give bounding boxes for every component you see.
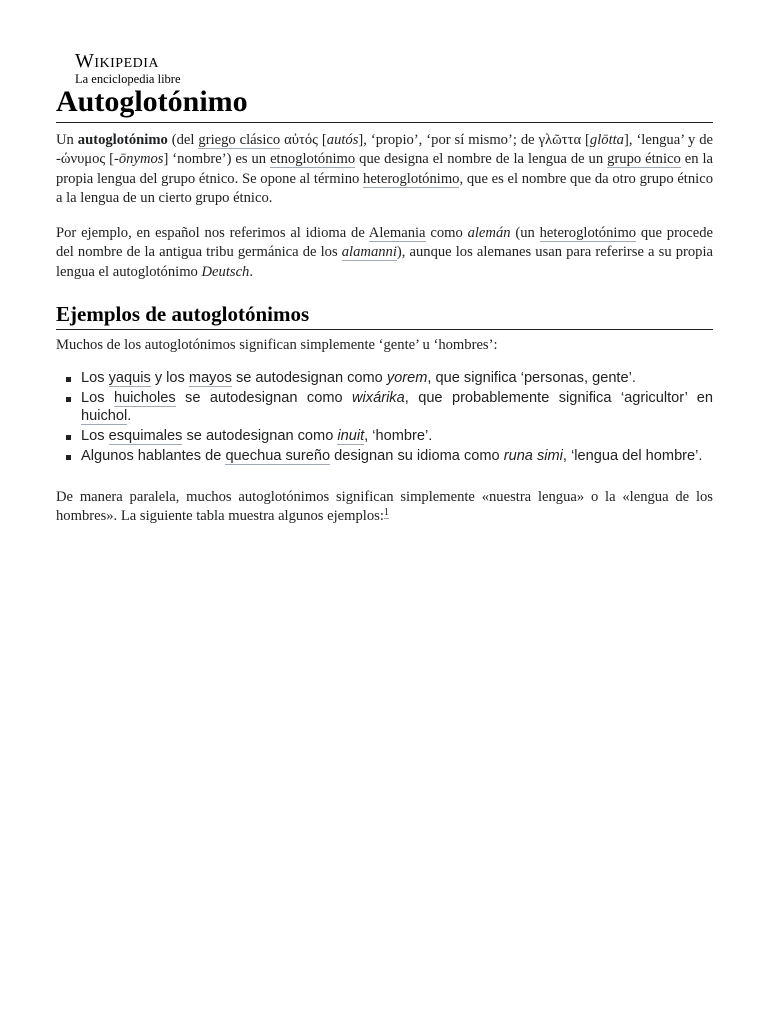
italic-term: runa simi bbox=[503, 447, 563, 464]
bullet-icon bbox=[66, 377, 71, 382]
link-mayos[interactable]: mayos bbox=[188, 370, 232, 386]
logo-tagline: La enciclopedia libre bbox=[75, 72, 181, 86]
reference-link[interactable]: 1 bbox=[383, 506, 389, 518]
term-bold: autoglotónimo bbox=[77, 132, 168, 148]
text: ], ‘propio’, ‘por sí mismo’; de γλῶττα [ bbox=[358, 132, 590, 148]
italic-term: yorem bbox=[386, 370, 428, 386]
text: . bbox=[127, 407, 132, 424]
text: se autodesignan como bbox=[182, 427, 338, 444]
list-item bbox=[56, 448, 713, 466]
closing-paragraph bbox=[56, 488, 713, 527]
link-etnoglotonimo[interactable]: etnoglotónimo bbox=[270, 151, 356, 168]
text: que procede del nombre de la antigua tribu germánica de los bbox=[56, 225, 713, 261]
link-inuit[interactable]: inuit bbox=[337, 427, 365, 444]
link-quechua-sureno[interactable]: quechua sureño bbox=[225, 447, 331, 464]
link-alemania[interactable]: Alemania bbox=[368, 225, 426, 241]
text: ], ‘lengua’ y de -ώνυμος [- bbox=[56, 132, 713, 168]
text: De manera paralela, muchos autoglotónimos significan simplemente «nuestra lengua» o la «lengua de los hombres». La siguiente tabla muestra algunos ejemplos: bbox=[56, 489, 713, 525]
text: (del bbox=[167, 132, 199, 148]
list-item bbox=[56, 370, 713, 388]
text: , que significa ‘personas, gente’. bbox=[427, 370, 636, 386]
text: designan su idioma como bbox=[330, 447, 504, 464]
text: . bbox=[249, 263, 253, 280]
section-lead: Muchos de los autoglotónimos significan simplemente ‘gente’ u ‘hombres’: bbox=[56, 337, 498, 353]
bullet-icon bbox=[66, 397, 71, 402]
text: αὐτός [ bbox=[280, 132, 327, 148]
section-heading: Ejemplos de autoglotónimos bbox=[56, 300, 713, 330]
link-heteroglotonimo[interactable]: heteroglotónimo bbox=[363, 170, 460, 187]
italic-term: wixárika bbox=[352, 390, 405, 406]
link-griego-clasico[interactable]: griego clásico bbox=[198, 132, 281, 148]
intro-paragraph bbox=[56, 131, 713, 209]
wikipedia-logo[interactable] bbox=[75, 50, 215, 86]
text: , que probablemente significa ‘agricultor’ en bbox=[404, 390, 714, 406]
link-alamanni[interactable]: alamanni bbox=[341, 244, 397, 261]
text: ), aunque los alemanes usan para referirse a su propia lengua el autoglotónimo bbox=[56, 244, 713, 280]
bullet-icon bbox=[66, 455, 71, 460]
text: se autodesignan como bbox=[231, 370, 387, 386]
example-paragraph bbox=[56, 224, 713, 282]
text: , ‘lengua del hombre’. bbox=[562, 447, 703, 464]
list-item bbox=[56, 428, 713, 446]
page-title: Autoglotónimo bbox=[56, 84, 713, 123]
text: en la propia lengua del grupo étnico. Se opone al término bbox=[56, 151, 713, 187]
text: , que es el nombre que da otro grupo étnico a la lengua de un cierto grupo étnico. bbox=[56, 170, 713, 207]
text: Por ejemplo, en español nos referimos al idioma de bbox=[56, 225, 369, 241]
text: que designa el nombre de la lengua de un bbox=[355, 151, 608, 168]
greek-transliteration: glōtta bbox=[589, 132, 624, 148]
italic-term: Deutsch bbox=[201, 263, 250, 280]
text: Los bbox=[81, 390, 114, 406]
link-huichol[interactable]: huichol bbox=[81, 407, 128, 424]
text: Un bbox=[56, 132, 78, 148]
text: ] ‘nombre’) es un bbox=[163, 151, 271, 168]
link-grupo-etnico[interactable]: grupo étnico bbox=[607, 151, 681, 168]
text: Los bbox=[81, 427, 109, 444]
logo-wordmark: Wikipedia bbox=[75, 50, 160, 72]
text: se autodesignan como bbox=[175, 390, 353, 406]
greek-transliteration: ōnymos bbox=[118, 151, 164, 168]
bullet-icon bbox=[66, 435, 71, 440]
text: Algunos hablantes de bbox=[81, 447, 226, 464]
greek-transliteration: autós bbox=[326, 132, 359, 148]
link-esquimales[interactable]: esquimales bbox=[108, 427, 183, 444]
list-item bbox=[56, 390, 713, 425]
text: como bbox=[425, 225, 468, 241]
text: y los bbox=[150, 370, 189, 386]
examples-list bbox=[56, 370, 713, 468]
link-yaquis[interactable]: yaquis bbox=[108, 370, 151, 386]
link-huicholes[interactable]: huicholes bbox=[113, 390, 176, 406]
text: (un bbox=[510, 225, 540, 241]
text: , ‘hombre’. bbox=[364, 427, 433, 444]
link-heteroglotonimo-2[interactable]: heteroglotónimo bbox=[539, 225, 637, 241]
text: Los bbox=[81, 370, 109, 386]
italic-term: alemán bbox=[467, 225, 511, 241]
